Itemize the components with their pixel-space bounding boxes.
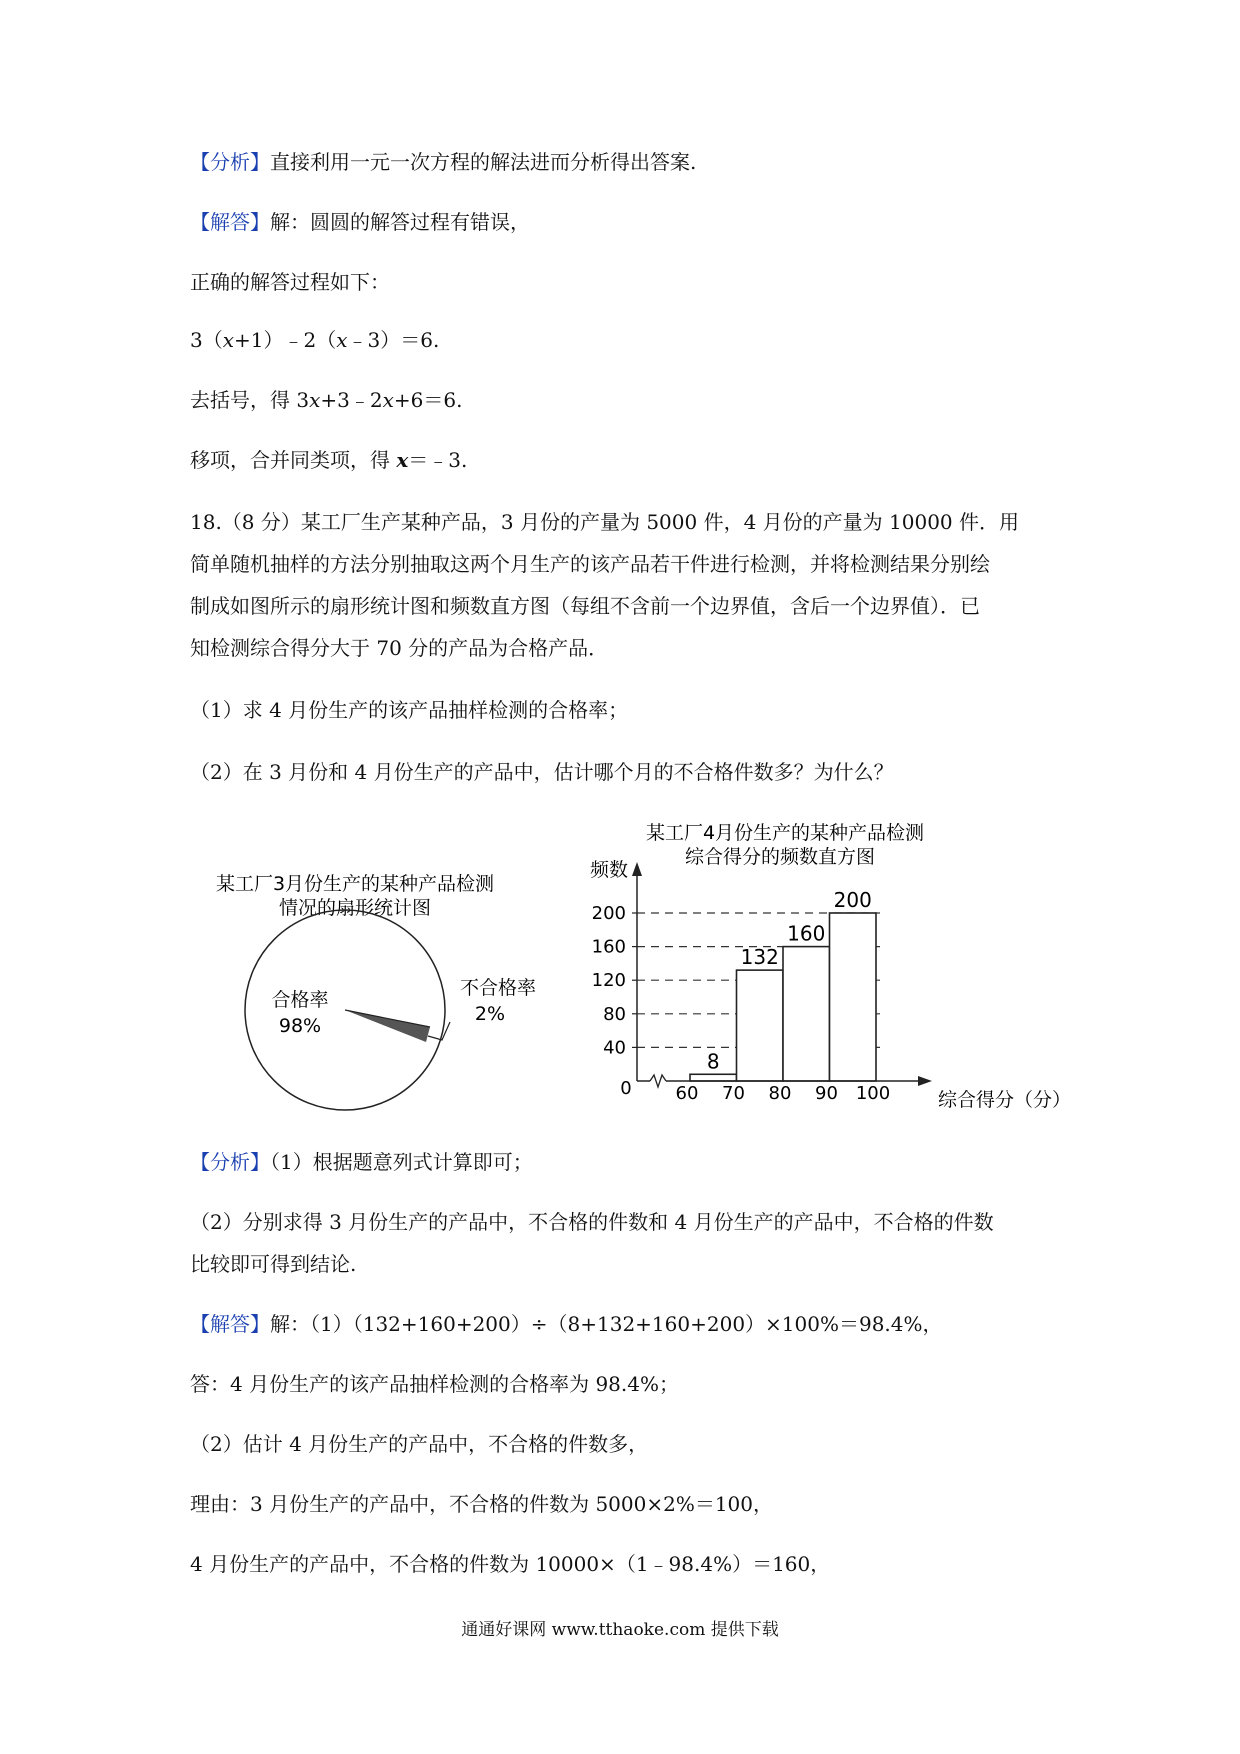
variable-x: x <box>222 328 235 352</box>
pie-slice-fail <box>345 1010 430 1042</box>
histogram-bar <box>737 970 784 1081</box>
analysis-tag: 【分析】 <box>190 1150 270 1174</box>
question-18-part-2: （2）在 3 月份和 4 月份生产的产品中，估计哪个月的不合格件数多？为什么？ <box>190 760 894 784</box>
answer-tag: 【解答】 <box>190 1312 270 1336</box>
answer-line-7: 4 月份生产的产品中，不合格的件数为 10000×（1﹣98.4%）＝160， <box>190 1552 831 1576</box>
pie-chart <box>216 873 536 1110</box>
pie-fail-value: 2% <box>474 1003 506 1025</box>
x-tick-label: 70 <box>722 1083 745 1104</box>
y-tick-label: 200 <box>591 903 626 924</box>
x-tick-labels <box>676 1083 891 1104</box>
eq-part: +3﹣2 <box>320 388 383 412</box>
eq-part: 移项，合并同类项，得 <box>190 448 397 472</box>
eq-part: ﹣3）＝6. <box>347 328 440 352</box>
y-tick-label: 80 <box>603 1003 626 1025</box>
answer-line-3 <box>190 1310 943 1338</box>
eq-part: +6＝6. <box>393 388 463 412</box>
variable-x: x <box>396 448 409 472</box>
histogram-chart <box>590 822 1071 1111</box>
eq-part: ＝﹣3. <box>408 448 468 472</box>
analysis-line-4: 比较即可得到结论. <box>190 1252 357 1276</box>
y-axis-arrow <box>632 862 642 876</box>
y-tick-label: 160 <box>591 936 626 958</box>
answer-text: 解：（1）（132+160+200）÷（8+132+160+200）×100%＝98.4%， <box>270 1312 943 1336</box>
y-tick-label: 120 <box>591 970 626 992</box>
answer-line-2: 正确的解答过程如下： <box>190 270 390 294</box>
histogram-title-line-1: 某工厂4月份生产的某种产品检测 <box>645 822 925 844</box>
eq-part: 3（ <box>190 328 223 352</box>
analysis-text: （1）根据题意列式计算即可； <box>270 1150 533 1174</box>
pie-pass-value: 98% <box>278 1015 322 1037</box>
x-tick-label: 80 <box>768 1083 792 1104</box>
answer-line-6: 理由：3 月份生产的产品中，不合格的件数为 5000×2%＝100， <box>190 1492 773 1516</box>
question-18-line-4: 知检测综合得分大于 70 分的产品为合格产品． <box>190 636 609 660</box>
answer-line-4: 答：4 月份生产的该产品抽样检测的合格率为 98.4%； <box>190 1372 679 1396</box>
variable-x: x <box>336 328 348 352</box>
bar-value-label: 8 <box>706 1049 720 1074</box>
analysis-line-3: （2）分别求得 3 月份生产的产品中，不合格的件数和 4 月份生产的产品中，不合格的件数 <box>190 1210 994 1234</box>
pie-leader-line <box>428 1022 450 1040</box>
eq-part: +1）﹣2（ <box>234 328 337 352</box>
origin-label: 0 <box>620 1078 632 1099</box>
histogram-bar <box>783 947 830 1081</box>
answer-text: 解：圆圆的解答过程有错误， <box>270 210 530 234</box>
analysis-line-2 <box>190 1148 533 1176</box>
pie-fail-label: 不合格率 <box>459 977 537 999</box>
variable-x: x <box>382 388 394 412</box>
histogram-bar <box>690 1074 737 1081</box>
x-tick-label: 100 <box>855 1083 891 1104</box>
page-footer: 通通好课网 www.tthaoke.com 提供下载 <box>461 1620 779 1640</box>
question-18-line-3: 制成如图所示的扇形统计图和频数直方图（每组不含前一个边界值，含后一个边界值）．已 <box>190 594 980 618</box>
histogram-bar <box>830 913 877 1081</box>
y-tick-label: 40 <box>603 1037 626 1059</box>
bar-value-label: 200 <box>833 888 872 912</box>
x-tick-label: 60 <box>675 1083 699 1104</box>
pie-title-line-1: 某工厂3月份生产的某种产品检测 <box>215 873 495 895</box>
answer-tag: 【解答】 <box>190 210 270 234</box>
eq-part: 去括号，得 3 <box>190 388 310 412</box>
question-18-part-1: （1）求 4 月份生产的该产品抽样检测的合格率； <box>190 698 629 722</box>
bar-value-label: 160 <box>787 921 826 946</box>
x-axis-arrow <box>918 1076 932 1086</box>
x-tick-label: 90 <box>815 1083 838 1104</box>
analysis-text: 直接利用一元一次方程的解法进而分析得出答案. <box>270 150 697 174</box>
pie-pass-label: 合格率 <box>271 989 329 1011</box>
y-axis-label: 频数 <box>590 859 629 881</box>
histogram-title-line-2: 综合得分的频数直方图 <box>684 846 876 868</box>
pie-title-line-2: 情况的扇形统计图 <box>278 897 432 919</box>
question-18-line-2: 简单随机抽样的方法分别抽取这两个月生产的该产品若干件进行检测，并将检测结果分别绘 <box>190 552 990 576</box>
axis-break-mark <box>650 1075 666 1087</box>
x-axis-label: 综合得分（分） <box>938 1089 1072 1111</box>
variable-x: x <box>309 388 321 412</box>
bar-value-label: 132 <box>740 945 779 970</box>
y-tick-labels <box>592 903 626 1058</box>
analysis-tag: 【分析】 <box>190 150 270 174</box>
answer-line-5: （2）估计 4 月份生产的产品中，不合格的件数多， <box>190 1432 649 1456</box>
question-18-line-1: 18.（8 分）某工厂生产某种产品，3 月份的产量为 5000 件，4 月份的产量为 10000 件．用 <box>190 510 1020 534</box>
